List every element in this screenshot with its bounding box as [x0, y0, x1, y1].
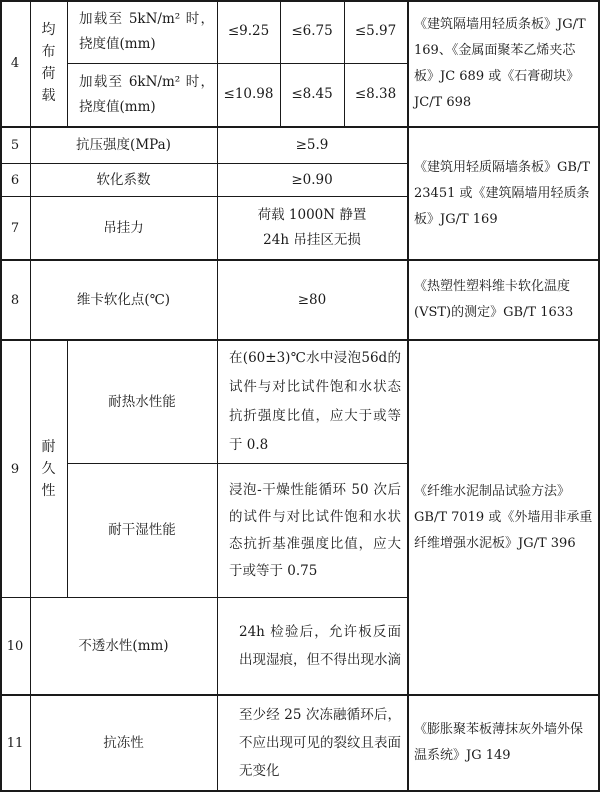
item-label: 不透水性(mm)	[78, 637, 169, 654]
row-number: 6	[10, 172, 20, 188]
value-cell: ≤5.97	[354, 23, 397, 39]
item-label: 耐热水性能	[108, 393, 176, 410]
row-number: 8	[10, 292, 20, 308]
requirement-cell: 至少经 25 次冻融循环后，不应出现可见的裂纹且表面无变化	[239, 707, 401, 779]
requirement-cell: 浸泡-干燥性能循环 50 次后的试件与对比试件饱和水状态抗折基准强度比值，应大于或等于 0.75	[229, 481, 401, 579]
item-label: 加载至 6kN/m² 时，挠度值(mm)	[79, 73, 214, 115]
reference-standard: 《建筑隔墙用轻质条板》JG/T 169、《金属面聚苯乙烯夹芯板》JC 689 或《石膏砌块》JC/T 698	[414, 17, 586, 110]
value-cell: ≤9.25	[227, 23, 270, 39]
reference-standard: 《热塑性塑料维卡软化温度(VST)的测定》GB/T 1633	[414, 279, 574, 320]
requirement-cell: ≥5.9	[295, 136, 329, 153]
value-cell: ≤6.75	[291, 23, 333, 39]
row-number: 9	[10, 461, 20, 477]
requirement-cell: 在(60±3)℃水中浸泡56d的试件与对比试件饱和水状态抗折强度比值，应大于或等于 0.8	[229, 350, 401, 453]
requirement-cell: 荷载 1000N 静置 24h 吊挂区无损	[257, 207, 367, 248]
value-cell: ≤8.45	[291, 86, 333, 102]
reference-standard: 《建筑用轻质隔墙条板》GB/T 23451 或《建筑隔墙用轻质条板》JG/T 169	[414, 159, 590, 227]
category-label-uniform-load: 均 布 荷 载	[41, 22, 56, 104]
requirement-cell: ≥80	[297, 291, 327, 308]
item-label: 加载至 5kN/m² 时，挠度值(mm)	[79, 10, 214, 52]
item-label: 软化系数	[96, 171, 151, 188]
reference-standard: 《膨胀聚苯板薄抹灰外墙外保温系统》JG 149	[414, 722, 584, 763]
reference-standard: 《纤维水泥制品试验方法》GB/T 7019 或《外墙用非承重纤维增强水泥板》JG/T 396	[414, 483, 593, 551]
requirement-cell: ≥0.90	[291, 171, 333, 188]
row-number: 4	[10, 55, 20, 71]
row-number: 5	[10, 137, 20, 153]
row-number: 7	[10, 220, 20, 236]
value-cell: ≤8.38	[354, 86, 397, 102]
item-label: 抗冻性	[103, 734, 144, 751]
item-label: 耐干湿性能	[108, 522, 176, 538]
row-number: 11	[6, 735, 24, 751]
item-label: 吊挂力	[103, 219, 144, 236]
requirement-cell: 24h 检验后，允许板反面出现湿痕，但不得出现水滴	[239, 624, 401, 668]
category-label-durability: 耐 久 性	[41, 439, 56, 499]
item-label: 抗压强度(MPa)	[76, 136, 171, 153]
item-label: 维卡软化点(℃)	[76, 291, 171, 308]
value-cell: ≤10.98	[223, 86, 274, 102]
row-number: 10	[6, 638, 24, 654]
